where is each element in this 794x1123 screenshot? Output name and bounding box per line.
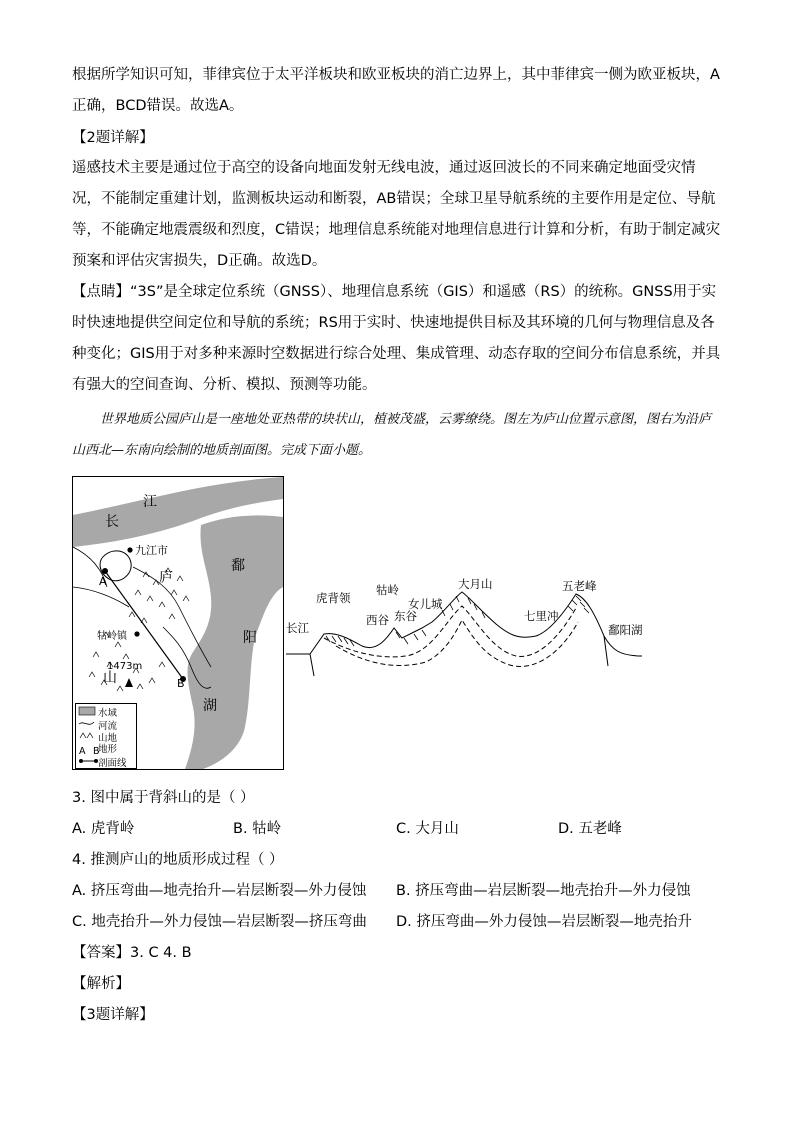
profile-label-dayueshan: 大月山 (458, 577, 493, 591)
legend-b: B (93, 746, 100, 757)
profile-label-guling: 牯岭 (376, 583, 399, 597)
map-label-lu: 庐 (159, 570, 173, 586)
q4-option-c: C. 地壳抬升—外力侵蚀—岩层断裂—挤压弯曲 (72, 914, 367, 930)
location-map (72, 476, 284, 770)
q3-option-c: C. 大月山 (396, 821, 459, 837)
legend-terrain: 地形 (98, 744, 118, 755)
q4-option-b: B. 挤压弯曲—岩层断裂—地壳抬升—外力侵蚀 (396, 883, 691, 899)
explanation-paragraph-q2: 遥感技术主要是通过位于高空的设备向地面发射无线电波，通过返回波长的不同来确定地面受灾情况，不能制定重建计划，监测板块运动和断裂，AB错误；全球卫星导航系统的主要作用是定位、导航等，不能确定地震震级和烈度，C错误；地理信息系统能对地理信息进行计算和分析，有助于制定减灾预案和评估灾害损失，D正确。故选D。 (72, 160, 721, 269)
map-point-b: B (177, 677, 185, 690)
profile-label-donggu: 东谷 (394, 609, 417, 623)
jiujiang-dot (127, 547, 132, 552)
geologic-profile (286, 576, 642, 680)
section-header-q3: 【3题详解】 (72, 1007, 154, 1023)
legend-a: A (79, 746, 86, 757)
q4-option-d: D. 挤压弯曲—外力侵蚀—岩层断裂—地壳抬升 (396, 914, 692, 930)
map-legend (75, 703, 137, 769)
question-intro: 世界地质公园庐山是一座地处亚热带的块状山，植被茂盛，云雾缭绕。图左为庐山位置示意图，图右为沿庐山西北—东南向绘制的地质剖面图。完成下面小题。 (72, 412, 712, 458)
q4-option-a: A. 挤压弯曲—地壳抬升—岩层断裂—外力侵蚀 (72, 883, 367, 899)
q3-option-d: D. 五老峰 (558, 821, 622, 837)
legend-mountain: 山地 (98, 733, 118, 744)
poyang-water (185, 515, 283, 769)
map-label-jiujiang: 九江市 (135, 544, 168, 557)
map-point-a: A (99, 575, 107, 588)
q3-option-a: A. 虎背岭 (72, 821, 135, 837)
profile-label-nuercheng: 女儿城 (408, 597, 443, 611)
legend-river: 河流 (98, 721, 118, 732)
map-label-shan: 山 (103, 670, 117, 686)
section-header-q2: 【2题详解】 (72, 130, 154, 146)
question-3-stem: 3. 图中属于背斜山的是（ ） (72, 790, 255, 806)
question-4-stem: 4. 推测庐山的地质形成过程（ ） (72, 852, 284, 868)
map-label-jiang: 江 (143, 494, 157, 510)
legend-profile: 剖面线 (98, 758, 127, 769)
legend-water: 水域 (98, 708, 118, 719)
analysis-header: 【解析】 (72, 976, 130, 992)
answer-line: 【答案】3. C 4. B (72, 945, 192, 961)
map-label-guling: 牯岭镇 (97, 631, 127, 642)
profile-label-poyanghu: 鄱阳湖 (608, 623, 643, 637)
profile-label-changjiang: 长江 (286, 621, 309, 635)
q3-option-b: B. 牯岭 (233, 821, 282, 837)
map-label-chang: 长 (105, 514, 119, 530)
profile-label-xigu: 西谷 (366, 613, 389, 627)
map-label-po: 鄱 (231, 558, 245, 574)
answer-paragraph-q1: 根据所学知识可知，菲律宾位于太平洋板块和欧亚板块的消亡边界上，其中菲律宾一侧为欧亚板块，A正确，BCD错误。故选A。 (72, 67, 720, 114)
peak-marker (125, 678, 133, 687)
tip-paragraph: 【点睛】“3S”是全球定位系统（GNSS）、地理信息系统（GIS）和遥感（RS）的统称。GNSS用于实时快速地提供空间定位和导航的系统；RS用于实时、快速地提供目标及其环境的几何与物理信息及各种变化；GIS用于对多种来源时空数据进行综合处理、集成管理、动态存取的空间分布信息系统，并具有强大的空间查询、分析、模拟、预测等功能。 (72, 284, 721, 393)
map-label-elevation: 1473m (107, 661, 143, 672)
profile-label-qilichong: 七里冲 (524, 609, 559, 623)
profile-label-wulaofeng: 五老峰 (562, 579, 597, 593)
profile-label-hubeiling: 虎背领 (316, 591, 351, 605)
guling-dot (134, 631, 139, 636)
map-label-hu: 湖 (203, 698, 217, 714)
map-label-yang: 阳 (243, 630, 257, 646)
